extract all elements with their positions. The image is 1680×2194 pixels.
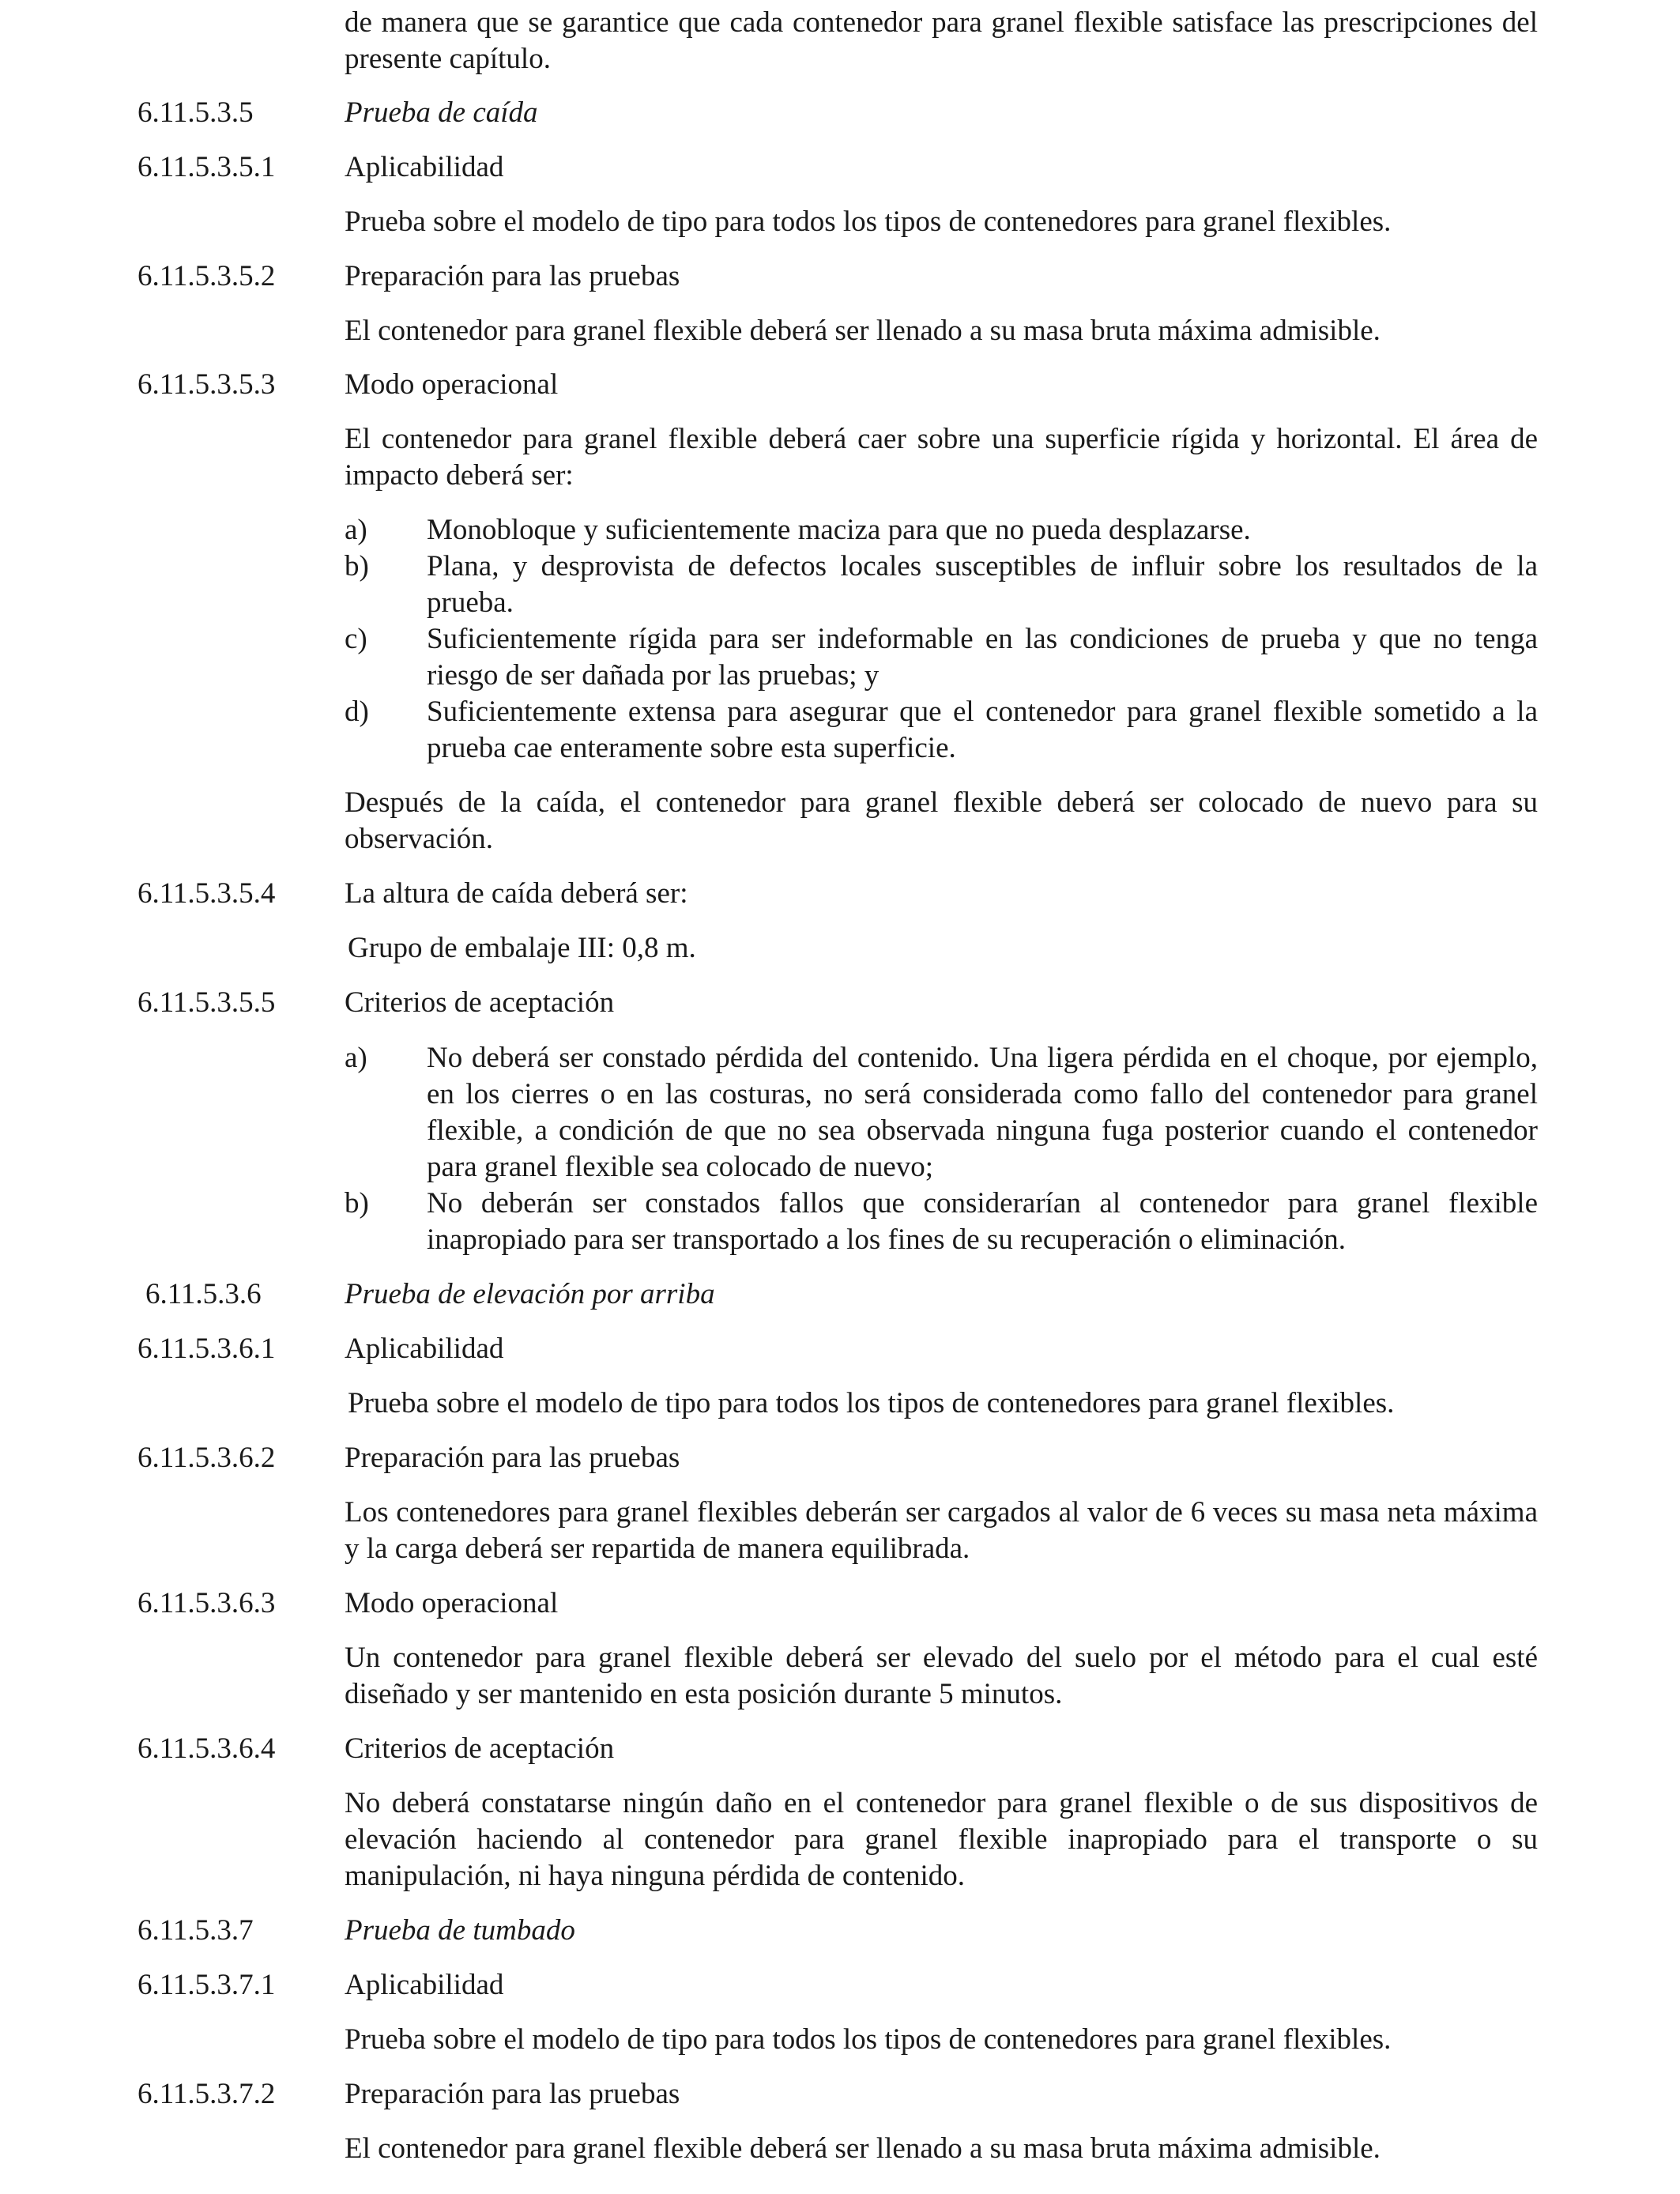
list-item-text: No deberán ser constados fallos que considerarían al contenedor para granel flexible inapropiado para ser transportado a los fines de su recuperación o eliminación.: [427, 1187, 1538, 1256]
section-title: Prueba de elevación por arriba: [345, 1278, 715, 1310]
section-paragraph: Grupo de embalaje III: 0,8 m.: [348, 932, 696, 964]
list-item-label: a): [345, 514, 367, 546]
intro-paragraph: de manera que se garantice que cada contenedor para granel flexible satisface las prescripciones del presente capítulo.: [345, 6, 1538, 75]
list-item-label: b): [345, 1187, 369, 1220]
section-title: Modo operacional: [345, 368, 559, 401]
section-number: 6.11.5.3.5.1: [137, 151, 276, 183]
section-title: Aplicabilidad: [345, 151, 504, 183]
section-paragraph: El contenedor para granel flexible deberá caer sobre una superficie rígida y horizontal. El área de impacto deberá ser:: [345, 423, 1538, 492]
list-item-label: a): [345, 1042, 367, 1074]
section-title: Preparación para las pruebas: [345, 2078, 680, 2110]
section-number: 6.11.5.3.7: [137, 1914, 254, 1947]
list-item-label: c): [345, 623, 367, 655]
section-number: 6.11.5.3.6.3: [137, 1587, 276, 1619]
section-title: Prueba de tumbado: [345, 1914, 575, 1947]
list-item-label: b): [345, 550, 369, 582]
section-number: 6.11.5.3.7.1: [137, 1969, 276, 2001]
section-number: 6.11.5.3.6.4: [137, 1732, 276, 1765]
section-paragraph: El contenedor para granel flexible deberá ser llenado a su masa bruta máxima admisible.: [345, 2132, 1381, 2165]
section-title: Prueba de caída: [345, 96, 538, 129]
section-paragraph: Después de la caída, el contenedor para granel flexible deberá ser colocado de nuevo para su observación.: [345, 786, 1538, 855]
section-paragraph: Un contenedor para granel flexible deberá ser elevado del suelo por el método para el cual esté diseñado y ser mantenido en esta posición durante 5 minutos.: [345, 1642, 1538, 1710]
section-paragraph: No deberá constatarse ningún daño en el contenedor para granel flexible o de sus dispositivos de elevación haciendo al contenedor para granel flexible inapropiado para el transporte o su manipulación, ni haya ninguna pérdida de contenido.: [345, 1787, 1538, 1892]
list-item-label: d): [345, 696, 369, 728]
section-number: 6.11.5.3.5.4: [137, 877, 276, 910]
section-paragraph: Prueba sobre el modelo de tipo para todos los tipos de contenedores para granel flexibles.: [345, 205, 1392, 238]
section-title: Aplicabilidad: [345, 1333, 504, 1365]
section-number: 6.11.5.3.5: [137, 96, 254, 129]
section-title: Criterios de aceptación: [345, 1732, 615, 1765]
list-item-text: Monobloque y suficientemente maciza para que no pueda desplazarse.: [427, 514, 1251, 546]
section-title: Preparación para las pruebas: [345, 1442, 680, 1474]
section-number: 6.11.5.3.6: [145, 1278, 262, 1310]
section-number: 6.11.5.3.7.2: [137, 2078, 276, 2110]
section-title: Criterios de aceptación: [345, 986, 615, 1019]
section-number: 6.11.5.3.5.5: [137, 986, 276, 1019]
list-item-text: Plana, y desprovista de defectos locales susceptibles de influir sobre los resultados de la prueba.: [427, 550, 1538, 619]
section-paragraph: El contenedor para granel flexible deberá ser llenado a su masa bruta máxima admisible.: [345, 315, 1381, 347]
list-item-text: Suficientemente rígida para ser indeformable en las condiciones de prueba y que no tenga riesgo de ser dañada por las pruebas; y: [427, 623, 1538, 692]
section-number: 6.11.5.3.6.1: [137, 1333, 276, 1365]
list-item-text: Suficientemente extensa para asegurar que el contenedor para granel flexible sometido a la prueba cae enteramente sobre esta superficie.: [427, 696, 1538, 764]
section-paragraph: Prueba sobre el modelo de tipo para todos los tipos de contenedores para granel flexibles.: [348, 1387, 1395, 1419]
section-title: Preparación para las pruebas: [345, 260, 680, 292]
section-number: 6.11.5.3.5.2: [137, 260, 276, 292]
section-title: Modo operacional: [345, 1587, 559, 1619]
section-title: Aplicabilidad: [345, 1969, 504, 2001]
section-paragraph: Prueba sobre el modelo de tipo para todos los tipos de contenedores para granel flexibles.: [345, 2023, 1392, 2056]
section-number: 6.11.5.3.6.2: [137, 1442, 276, 1474]
list-item-text: No deberá ser constado pérdida del contenido. Una ligera pérdida en el choque, por ejemplo, en los cierres o en las costuras, no será considerada como fallo del contenedor para granel flexible, a condición de que no sea observada ninguna fuga posterior cuando el contenedor para granel flexible sea colocado de nuevo;: [427, 1042, 1538, 1183]
section-paragraph: Los contenedores para granel flexibles deberán ser cargados al valor de 6 veces su masa neta máxima y la carga deberá ser repartida de manera equilibrada.: [345, 1496, 1538, 1565]
section-title: La altura de caída deberá ser:: [345, 877, 688, 910]
section-number: 6.11.5.3.5.3: [137, 368, 276, 401]
